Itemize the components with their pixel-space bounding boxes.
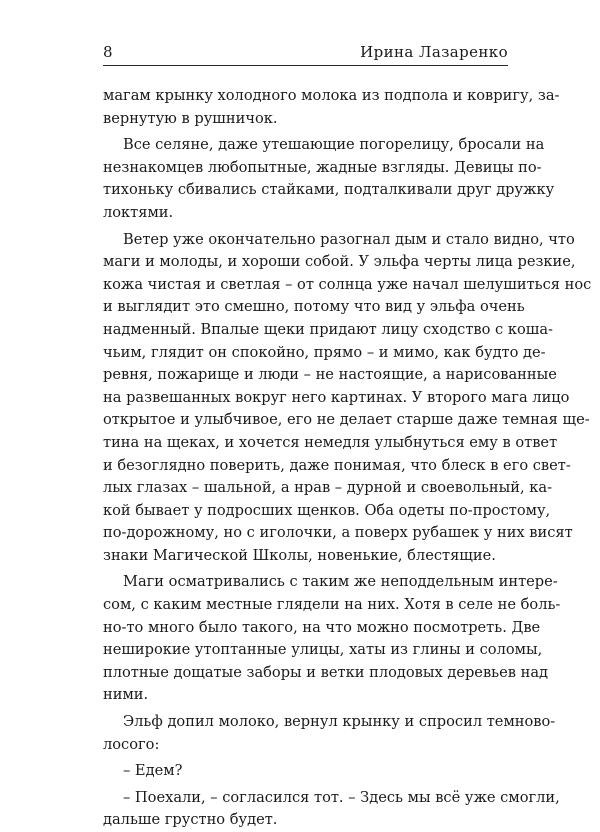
- text-line: лосого:: [103, 735, 160, 753]
- text-line: плотные дощатые заборы и ветки плодовых деревьев над: [103, 663, 549, 681]
- page-header: [103, 41, 508, 67]
- paragraph: [103, 134, 555, 224]
- header-rule: [103, 65, 508, 66]
- text-line: Ветер уже окончательно разогнал дым и стало видно, что: [123, 230, 575, 248]
- text-line: и выглядит это смешно, потому что вид у эльфа очень: [103, 298, 525, 316]
- text-line: лых глазах – шальной, а нрав – дурной и своевольный, ка-: [103, 479, 553, 497]
- text-line: Маги осматривались с таким же неподдельным интере-: [123, 573, 558, 591]
- text-line: на развешанных вокруг него картинах. У второго мага лицо: [103, 388, 570, 406]
- text-line: вернутую в рушничок.: [103, 109, 278, 127]
- paragraph: [103, 229, 592, 568]
- text-line: сом, с каким местные глядели на них. Хотя в селе не боль-: [103, 596, 561, 614]
- text-line: ревня, пожарище и люди – не настоящие, а нарисованные: [103, 366, 557, 384]
- text-line: кожа чистая и светлая – от солнца уже начал шелушиться нос: [103, 275, 592, 293]
- text-line: – Поехали, – согласился тот. – Здесь мы всё уже смогли,: [123, 788, 560, 806]
- text-line: открытое и улыбчивое, его не делает старше даже темная ще-: [103, 411, 590, 429]
- page-number: 8: [103, 43, 113, 61]
- text-line: – Едем?: [123, 762, 183, 780]
- text-line: Эльф допил молоко, вернул крынку и спросил темново-: [123, 713, 556, 731]
- text-line: Все селяне, даже утешающие погорелицу, бросали на: [123, 136, 545, 154]
- text-line: надменный. Впалые щеки придают лицу сходство с коша-: [103, 320, 553, 338]
- paragraph: [103, 85, 560, 130]
- paragraph: [103, 760, 508, 783]
- text-line: незнакомцев любопытные, жадные взгляды. Девицы по-: [103, 158, 542, 176]
- text-line: чьим, глядит он спокойно, прямо – и мимо, как будто де-: [103, 343, 546, 361]
- text-line: и безоглядно поверить, даже понимая, что блеск в его свет-: [103, 456, 571, 474]
- text-line: ними.: [103, 686, 149, 704]
- running-head-author: Ирина Лазаренко: [360, 43, 508, 61]
- paragraph: [103, 571, 561, 707]
- text-line: магам крынку холодного молока из подпола и ковригу, за-: [103, 87, 560, 104]
- text-line: по-дорожному, но с иголочки, а поверх рубашек у них висят: [103, 524, 573, 542]
- text-line: тихоньку сбивались стайками, подталкивали друг дружку: [103, 181, 555, 199]
- paragraph: [103, 711, 556, 756]
- text-line: знаки Магической Школы, новенькие, блестящие.: [103, 546, 496, 564]
- text-line: но-то много было такого, на что можно посмотреть. Две: [103, 618, 541, 636]
- paragraph: [103, 787, 560, 832]
- text-line: локтями.: [103, 203, 174, 221]
- text-line: тина на щеках, и хочется немедля улыбнуться ему в ответ: [103, 433, 558, 451]
- text-line: дальше грустно будет.: [103, 811, 278, 829]
- text-line: маги и молоды, и хороши собой. У эльфа черты лица резкие,: [103, 253, 576, 271]
- body-text: [103, 85, 592, 832]
- text-line: кой бывает у подросших щенков. Оба одеты по-простому,: [103, 501, 551, 519]
- text-line: неширокие утоптанные улицы, хаты из глины и соломы,: [103, 641, 543, 659]
